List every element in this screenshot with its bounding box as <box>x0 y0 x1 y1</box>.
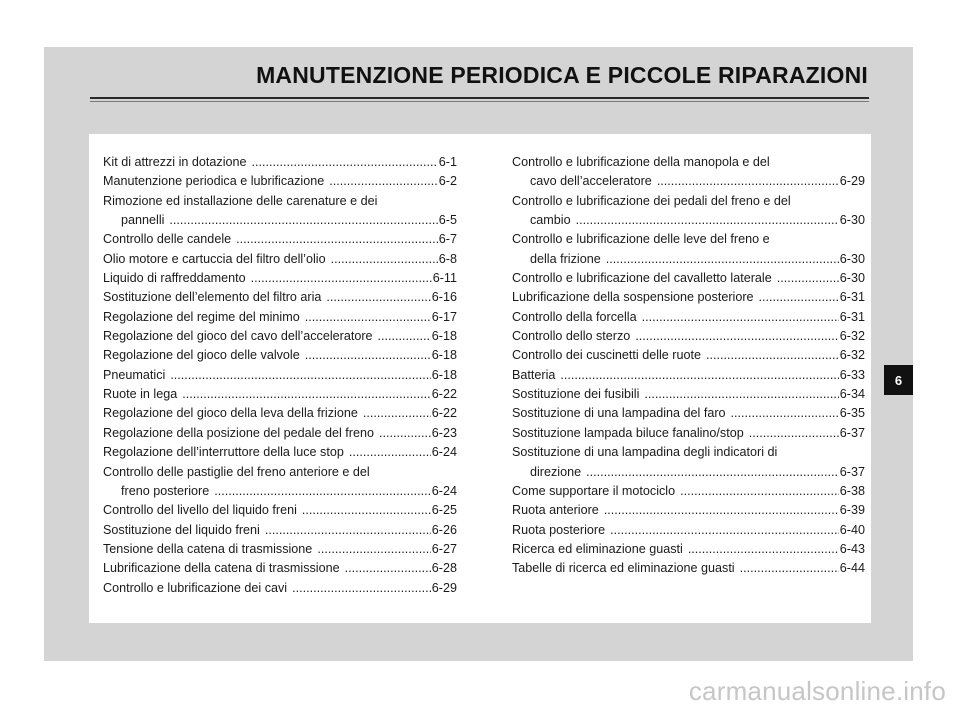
dot-leader <box>252 153 438 172</box>
dot-leader <box>345 559 431 578</box>
dot-leader <box>349 443 431 462</box>
dot-leader <box>305 346 431 365</box>
dot-leader <box>777 269 839 288</box>
toc-page-number: 6-32 <box>839 348 865 363</box>
dot-leader <box>688 540 839 559</box>
toc-entry-title: Controllo e lubrificazione delle leve del freno e <box>512 232 770 247</box>
toc-page-number: 6-27 <box>431 541 457 556</box>
toc-page-number: 6-24 <box>431 483 457 498</box>
dot-leader <box>586 463 839 482</box>
toc-page-number: 6-22 <box>431 387 457 402</box>
toc-entry[interactable] <box>103 172 457 191</box>
toc-entry-title: Controllo del livello del liquido freni <box>103 503 297 518</box>
toc-entry[interactable] <box>103 540 457 559</box>
toc-page-number: 6-1 <box>438 155 457 169</box>
toc-entry[interactable] <box>103 521 457 540</box>
toc-entry[interactable] <box>103 366 457 385</box>
toc-page-number: 6-43 <box>839 541 865 556</box>
toc-entry-title: direzione <box>530 464 582 479</box>
toc-entry[interactable] <box>103 385 457 404</box>
dot-leader <box>302 501 431 520</box>
toc-page-number: 6-31 <box>839 309 865 324</box>
toc-entry[interactable] <box>103 443 457 462</box>
toc-page-number: 6-7 <box>438 232 457 247</box>
toc-entry-title: Controllo delle pastiglie del freno anteriore e del <box>103 464 370 479</box>
toc-entry[interactable] <box>512 308 865 327</box>
dot-leader <box>560 366 838 385</box>
dot-leader <box>740 559 839 578</box>
toc-entry[interactable] <box>103 153 457 172</box>
chapter-tab[interactable]: 6 <box>884 365 913 395</box>
toc-entry-title: Regolazione della posizione del pedale del freno <box>103 425 374 440</box>
title-rule <box>90 97 869 99</box>
toc-entry-title: Lubrificazione della catena di trasmissione <box>103 561 340 576</box>
toc-entry[interactable] <box>512 269 865 288</box>
toc-entry[interactable] <box>512 366 865 385</box>
toc-entry-title: Tabelle di ricerca ed eliminazione guasti <box>512 561 735 576</box>
toc-entry-title: Ruota anteriore <box>512 503 599 518</box>
toc-entry-title: Ricerca ed eliminazione guasti <box>512 541 683 556</box>
toc-entry-title: Regolazione del gioco delle valvole <box>103 348 300 363</box>
toc-page-number: 6-33 <box>839 367 865 382</box>
dot-leader <box>379 424 431 443</box>
toc-entry-title: Controllo e lubrificazione del cavalletto laterale <box>512 271 772 286</box>
toc-column-left <box>103 153 457 598</box>
toc-entry[interactable] <box>103 559 457 578</box>
toc-page-number: 6-37 <box>839 464 865 479</box>
toc-entry-title: Regolazione del gioco della leva della frizione <box>103 406 358 421</box>
toc-entry[interactable] <box>512 404 865 423</box>
toc-page-number: 6-22 <box>431 406 457 421</box>
dot-leader <box>604 501 839 520</box>
toc-entry-title: Controllo e lubrificazione della manopola e del <box>512 155 770 169</box>
toc-page-number: 6-32 <box>839 329 865 344</box>
title-rule-secondary <box>90 101 869 102</box>
dot-leader <box>378 327 431 346</box>
toc-entry[interactable] <box>103 250 457 269</box>
toc-page-number: 6-34 <box>839 387 865 402</box>
toc-entry[interactable] <box>512 443 865 482</box>
dot-leader <box>731 404 839 423</box>
toc-entry-title: Come supportare il motociclo <box>512 483 676 498</box>
dot-leader <box>576 211 839 230</box>
dot-leader <box>331 250 438 269</box>
toc-entry-title: Sostituzione dei fusibili <box>512 387 640 402</box>
dot-leader <box>610 521 839 540</box>
toc-page-number: 6-28 <box>431 561 457 576</box>
toc-page-number: 6-40 <box>839 522 865 537</box>
dot-leader <box>326 288 430 307</box>
dot-leader <box>169 211 437 230</box>
toc-entry[interactable] <box>103 192 457 231</box>
toc-entry-title: Kit di attrezzi in dotazione <box>103 155 247 169</box>
toc-entry-title: freno posteriore <box>121 483 210 498</box>
toc-entry-title: Controllo e lubrificazione dei cavi <box>103 580 288 595</box>
toc-entry-title: Ruote in lega <box>103 387 178 402</box>
toc-entry[interactable] <box>512 192 865 231</box>
dot-leader <box>317 540 430 559</box>
toc-page-number: 6-29 <box>839 174 865 189</box>
toc-entry[interactable] <box>512 153 865 192</box>
toc-page-number: 6-18 <box>431 348 457 363</box>
toc-entry-title: della frizione <box>530 251 601 266</box>
toc-entry-title: Sostituzione di una lampadina del faro <box>512 406 726 421</box>
toc-entry[interactable] <box>103 463 457 502</box>
toc-entry[interactable] <box>512 385 865 404</box>
toc-entry[interactable] <box>103 230 457 249</box>
watermark: carmanualsonline.info <box>688 676 946 706</box>
toc-entry[interactable] <box>103 327 457 346</box>
toc-entry[interactable] <box>103 579 457 598</box>
toc-page-number: 6-39 <box>839 503 865 518</box>
toc-entry[interactable] <box>103 501 457 520</box>
toc-page-number: 6-29 <box>431 580 457 595</box>
dot-leader <box>214 482 431 501</box>
toc-entry[interactable] <box>103 288 457 307</box>
dot-leader <box>680 482 839 501</box>
toc-entry[interactable] <box>103 424 457 443</box>
dot-leader <box>635 327 838 346</box>
toc-page-number: 6-5 <box>438 213 457 228</box>
toc-entry[interactable] <box>512 346 865 365</box>
toc-page-number: 6-37 <box>839 425 865 440</box>
toc-entry[interactable] <box>103 346 457 365</box>
toc-entry[interactable] <box>512 327 865 346</box>
dot-leader <box>251 269 432 288</box>
toc-entry-title: Controllo dei cuscinetti delle ruote <box>512 348 702 363</box>
toc-entry[interactable] <box>103 308 457 327</box>
dot-leader <box>236 230 438 249</box>
toc-entry-title: Controllo della forcella <box>512 309 637 324</box>
toc-column-right <box>512 153 865 579</box>
toc-page-number: 6-11 <box>432 271 457 286</box>
toc-page-number: 6-2 <box>438 174 457 189</box>
dot-leader <box>644 385 838 404</box>
toc-entry[interactable] <box>103 404 457 423</box>
toc-entry[interactable] <box>512 501 865 520</box>
toc-entry-title: Batteria <box>512 367 556 382</box>
toc-entry-title: Ruota posteriore <box>512 522 606 537</box>
toc-entry-title: Lubrificazione della sospensione posteriore <box>512 290 754 305</box>
toc-entry-title: Sostituzione del liquido freni <box>103 522 260 537</box>
toc-entry[interactable] <box>512 540 865 559</box>
toc-entry[interactable] <box>512 559 865 578</box>
toc-page-number: 6-44 <box>839 561 865 576</box>
toc-entry-title: cambio <box>530 213 571 228</box>
toc-entry-title: Sostituzione dell’elemento del filtro aria <box>103 290 322 305</box>
toc-page-number: 6-23 <box>431 425 457 440</box>
toc-entry-title: Regolazione del regime del minimo <box>103 309 300 324</box>
dot-leader <box>170 366 430 385</box>
dot-leader <box>182 385 431 404</box>
toc-entry-title: Controllo dello sterzo <box>512 329 631 344</box>
toc-page-number: 6-18 <box>431 367 457 382</box>
toc-page-number: 6-16 <box>431 290 457 305</box>
dot-leader <box>657 172 839 191</box>
dot-leader <box>759 288 839 307</box>
toc-entry-title: Regolazione del gioco del cavo dell’acceleratore <box>103 329 373 344</box>
toc-entry[interactable] <box>512 521 865 540</box>
toc-page-number: 6-30 <box>839 251 865 266</box>
toc-page-number: 6-8 <box>438 251 457 266</box>
dot-leader <box>329 172 438 191</box>
dot-leader <box>305 308 431 327</box>
toc-page-number: 6-17 <box>431 309 457 324</box>
toc-page-number: 6-31 <box>839 290 865 305</box>
dot-leader <box>606 250 839 269</box>
dot-leader <box>292 579 431 598</box>
toc-entry-title: Sostituzione di una lampadina degli indicatori di <box>512 445 778 460</box>
toc-page-number: 6-30 <box>839 271 865 286</box>
toc-page-number: 6-26 <box>431 522 457 537</box>
toc-entry-title: pannelli <box>121 213 165 228</box>
dot-leader <box>749 424 839 443</box>
toc-entry-title: Regolazione dell’interruttore della luce stop <box>103 445 344 460</box>
toc-entry-title: Controllo delle candele <box>103 232 232 247</box>
toc-entry[interactable] <box>512 482 865 501</box>
toc-entry[interactable] <box>512 288 865 307</box>
toc-page-number: 6-30 <box>839 213 865 228</box>
toc-entry-title: cavo dell’acceleratore <box>530 174 652 189</box>
toc-page-number: 6-25 <box>431 503 457 518</box>
toc-page-number: 6-35 <box>839 406 865 421</box>
toc-entry[interactable] <box>512 230 865 269</box>
toc-entry-title: Tensione della catena di trasmissione <box>103 541 313 556</box>
chapter-title: MANUTENZIONE PERIODICA E PICCOLE RIPARAZIONI <box>256 62 868 88</box>
toc-page-number: 6-38 <box>839 483 865 498</box>
dot-leader <box>642 308 839 327</box>
toc-page-number: 6-18 <box>431 329 457 344</box>
toc-page-number: 6-24 <box>431 445 457 460</box>
toc-entry[interactable] <box>103 269 457 288</box>
dot-leader <box>363 404 431 423</box>
toc-entry-title: Sostituzione lampada biluce fanalino/stop <box>512 425 744 440</box>
toc-entry-title: Pneumatici <box>103 367 166 382</box>
toc-entry[interactable] <box>512 424 865 443</box>
toc-entry-title: Olio motore e cartuccia del filtro dell’olio <box>103 251 326 266</box>
dot-leader <box>265 521 431 540</box>
toc-entry-title: Rimozione ed installazione delle carenature e dei <box>103 193 378 208</box>
toc-entry-title: Manutenzione periodica e lubrificazione <box>103 174 325 189</box>
dot-leader <box>706 346 839 365</box>
toc-entry-title: Controllo e lubrificazione dei pedali del freno e del <box>512 193 791 208</box>
toc-entry-title: Liquido di raffreddamento <box>103 271 246 286</box>
